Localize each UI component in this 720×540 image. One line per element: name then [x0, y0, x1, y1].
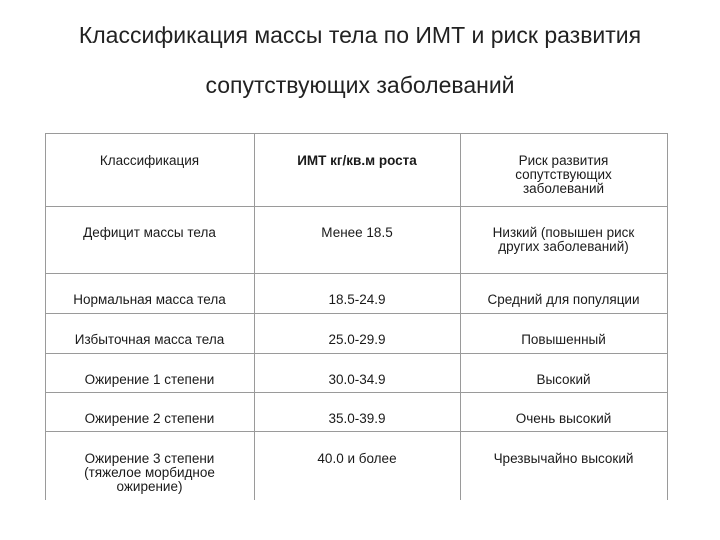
table-cell-classification: Ожирение 1 степени — [84, 372, 215, 387]
table-cell-risk: Повышенный — [521, 332, 606, 347]
header-risk: Риск развития сопутствующих заболеваний — [515, 153, 612, 196]
table-border-left — [45, 133, 46, 500]
table-cell-classification: Избыточная масса тела — [74, 332, 225, 347]
table-cell-risk: Средний для популяции — [487, 292, 640, 307]
bmi-table — [45, 133, 668, 500]
row-divider — [45, 206, 668, 207]
row-divider — [45, 273, 668, 274]
header-classification: Классификация — [99, 153, 200, 168]
table-cell-bmi: 35.0-39.9 — [328, 411, 386, 426]
table-cell-classification: Дефицит массы тела — [83, 225, 216, 240]
page-title: Классификация массы тела по ИМТ и риск развития — [78, 22, 642, 48]
column-divider-1 — [254, 133, 255, 500]
table-border-right — [667, 133, 668, 500]
table-cell-risk: Высокий — [536, 372, 591, 387]
table-cell-bmi: 25.0-29.9 — [328, 332, 386, 347]
table-cell-risk: Чрезвычайно высокий — [493, 451, 634, 466]
table-border-top — [45, 133, 668, 134]
row-divider — [45, 353, 668, 354]
table-cell-classification: Ожирение 2 степени — [84, 411, 215, 426]
row-divider — [45, 431, 668, 432]
table-cell-bmi: 30.0-34.9 — [328, 372, 386, 387]
page-subtitle: сопутствующих заболеваний — [205, 72, 515, 98]
table-cell-classification: Нормальная масса тела — [73, 292, 226, 307]
table-cell-risk: Очень высокий — [515, 411, 612, 426]
table-cell-classification: Ожирение 3 степени (тяжелое морбидное ожирение) — [84, 451, 215, 494]
table-cell-risk: Низкий (повышен риск других заболеваний) — [492, 225, 635, 254]
header-bmi: ИМТ кг/кв.м роста — [297, 153, 417, 168]
table-cell-bmi: 18.5-24.9 — [328, 292, 386, 307]
table-cell-bmi: 40.0 и более — [317, 451, 397, 466]
table-cell-bmi: Менее 18.5 — [321, 225, 393, 240]
row-divider — [45, 392, 668, 393]
row-divider — [45, 313, 668, 314]
